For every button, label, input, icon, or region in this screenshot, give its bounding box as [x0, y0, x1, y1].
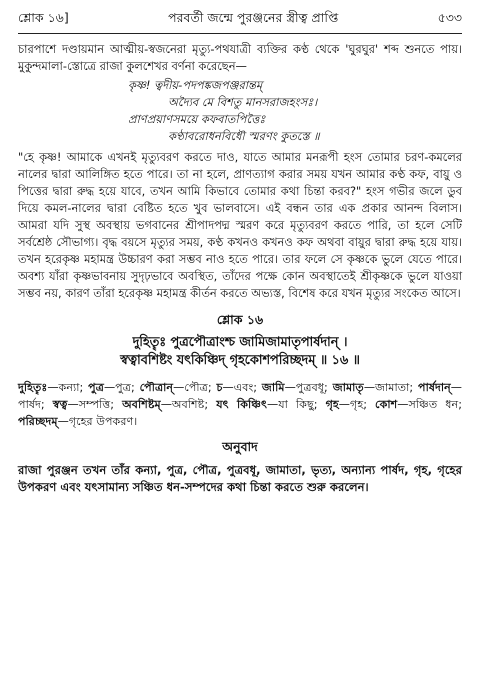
translation-paragraph: রাজা পুরঞ্জন তখন তাঁর কন্যা, পুত্র, পৌত্র, পুত্রবধূ, জামাতা, ভৃত্য, অন্যান্য পার্ষদ, গৃহ, গৃহের উপকরণ এবং যৎসামান্য সঞ্চিত ধন-সম্পদের কথা চিন্তা করতে শুরু করলেন।	[18, 463, 462, 494]
synonym-meaning: —জামাতা;	[363, 381, 418, 394]
verse-text	[18, 334, 462, 370]
synonym-word: অবশিষ্টম্	[122, 398, 161, 411]
synonym-word: জামি	[261, 381, 285, 394]
verse-line: স্বত্বাবশিষ্টং যৎকিঞ্চিদ্ গৃহকোশপরিচ্ছদম্ ॥ ১৬ ॥	[120, 353, 360, 368]
synonym-word: যৎ কিঞ্চিৎ	[216, 398, 268, 411]
quote-line: প্রাণপ্রয়াণসময়ে কফবাতপিত্তৈঃ	[128, 112, 266, 126]
synonyms-paragraph	[18, 379, 462, 430]
translation-heading: অনুবাদ	[222, 439, 258, 454]
synonym-meaning: —পার্ষদ;	[18, 381, 462, 411]
synonym-word: পরিচ্ছদম্	[18, 415, 58, 428]
intro-paragraph: চারপাশে দণ্ডায়মান আত্মীয়-স্বজনেরা মৃত্যু-পথযাত্রী ব্যক্তির কণ্ঠ থেকে 'ঘুরঘুর' শব্দ শুনতে পায়। মুকুন্দমালা-স্তোত্রে রাজা কুলশেখর বর্ণনা করেছেন—	[18, 42, 462, 73]
running-header	[18, 10, 462, 34]
sanskrit-quote	[128, 77, 462, 145]
book-page	[18, 10, 462, 496]
synonym-meaning: —গৃহ;	[338, 398, 376, 411]
synonym-word: স্বত্ব	[52, 398, 68, 411]
header-chapter-title: পরবর্তী জন্মে পুরঞ্জনের স্ত্রীত্ব প্রাপ্তি	[168, 10, 339, 25]
synonym-word: পার্ষদান্	[417, 381, 451, 394]
synonym-meaning: —পৌত্র;	[173, 381, 217, 394]
synonym-meaning: —সম্পত্তি;	[67, 398, 123, 411]
synonym-meaning: —কন্যা;	[47, 381, 89, 394]
quote-line: কণ্ঠাবরোধনবিধৌ স্মরণং কুতস্তে ॥	[168, 129, 320, 143]
synonym-word: চ	[216, 381, 223, 394]
synonym-meaning: —এবং;	[222, 381, 262, 394]
synonym-word: গৃহ	[325, 398, 339, 411]
header-verse-ref: শ্লোক ১৬]	[18, 10, 69, 25]
synonym-meaning: —গৃহের উপকরণ।	[57, 415, 138, 428]
synonym-word: দুহিতৄঃ	[18, 381, 48, 394]
page-number: ৫৩৩	[437, 10, 462, 25]
synonym-meaning: —পুত্র;	[103, 381, 140, 394]
synonym-word: কোশ	[375, 398, 398, 411]
synonym-meaning: —পুত্রবধূ;	[284, 381, 333, 394]
verse-heading: শ্লোক ১৬	[216, 312, 264, 327]
purport-paragraph: "হে কৃষ্ণ! আমাকে এখনই মৃত্যুবরণ করতে দাও, যাতে আমার মনরূপী হংস তোমার চরণ-কমলের নালের দ্বারা আলিঙ্গিত হতে পারে। তা না হলে, প্রাণত্যাগ করার সময় যখন আমার কণ্ঠ কফ, বায়ু ও পিত্তের দ্বারা রুদ্ধ হয়ে যাবে, তখন আমি কিভাবে তোমার কথা চিন্তা করব?" হংস গভীর জলে ডুব দিয়ে কমল-নালের দ্বারা বেষ্টিত হতে খুব ভালবাসে। এই বন্ধন তার এক প্রকার আনন্দ বিলাস। আমরা যদি সুস্থ অবস্থায় ভগবানের শ্রীপাদপদ্ম স্মরণ করে মৃত্যুবরণ করতে পারি, তা হলে সেটি সর্বশ্রেষ্ঠ সৌভাগ্য। বৃদ্ধ বয়সে মৃত্যুর সময়, কণ্ঠ কখনও কখনও কফ অথবা বায়ুর দ্বারা রুদ্ধ হয়ে যায়। তখন হরেকৃষ্ণ মহামন্ত্র উচ্চারণ করা সম্ভব নাও হতে পারে। তার ফলে সে কৃষ্ণকে ভুলে যেতে পারে। অবশ্য যাঁরা কৃষ্ণভাবনায় সুদৃঢ়ভাবে অবস্থিত, তাঁদের পক্ষে কোন অবস্থাতেই শ্রীকৃষ্ণকে ভুলে যাওয়া সম্ভব নয়, কারণ তাঁরা হরেকৃষ্ণ মহামন্ত্র কীর্তন করতে অভ্যস্ত, বিশেষ করে যখন মৃত্যুর সংকেত আসে।	[18, 150, 462, 300]
quote-line: কৃষ্ণ! ত্বদীয়-পদপঙ্কজপঞ্জরান্তম্	[128, 78, 263, 92]
synonym-word: জামাতৃ	[332, 381, 364, 394]
synonym-meaning: —অবশিষ্ট;	[160, 398, 217, 411]
synonym-meaning: —যা কিছু;	[267, 398, 326, 411]
synonym-meaning: —সঞ্চিত ধন;	[397, 398, 462, 411]
verse-line: দুহিতৄঃ পুত্রপৌত্রাংশ্চ জামিজামাতৃপার্ষদান্ ।	[132, 335, 348, 350]
synonym-word: পুত্র	[88, 381, 104, 394]
synonym-word: পৌত্রান্	[139, 381, 174, 394]
quote-line: অদ্যৈব মে বিশতু মানসরাজহংসঃ।	[168, 95, 318, 109]
